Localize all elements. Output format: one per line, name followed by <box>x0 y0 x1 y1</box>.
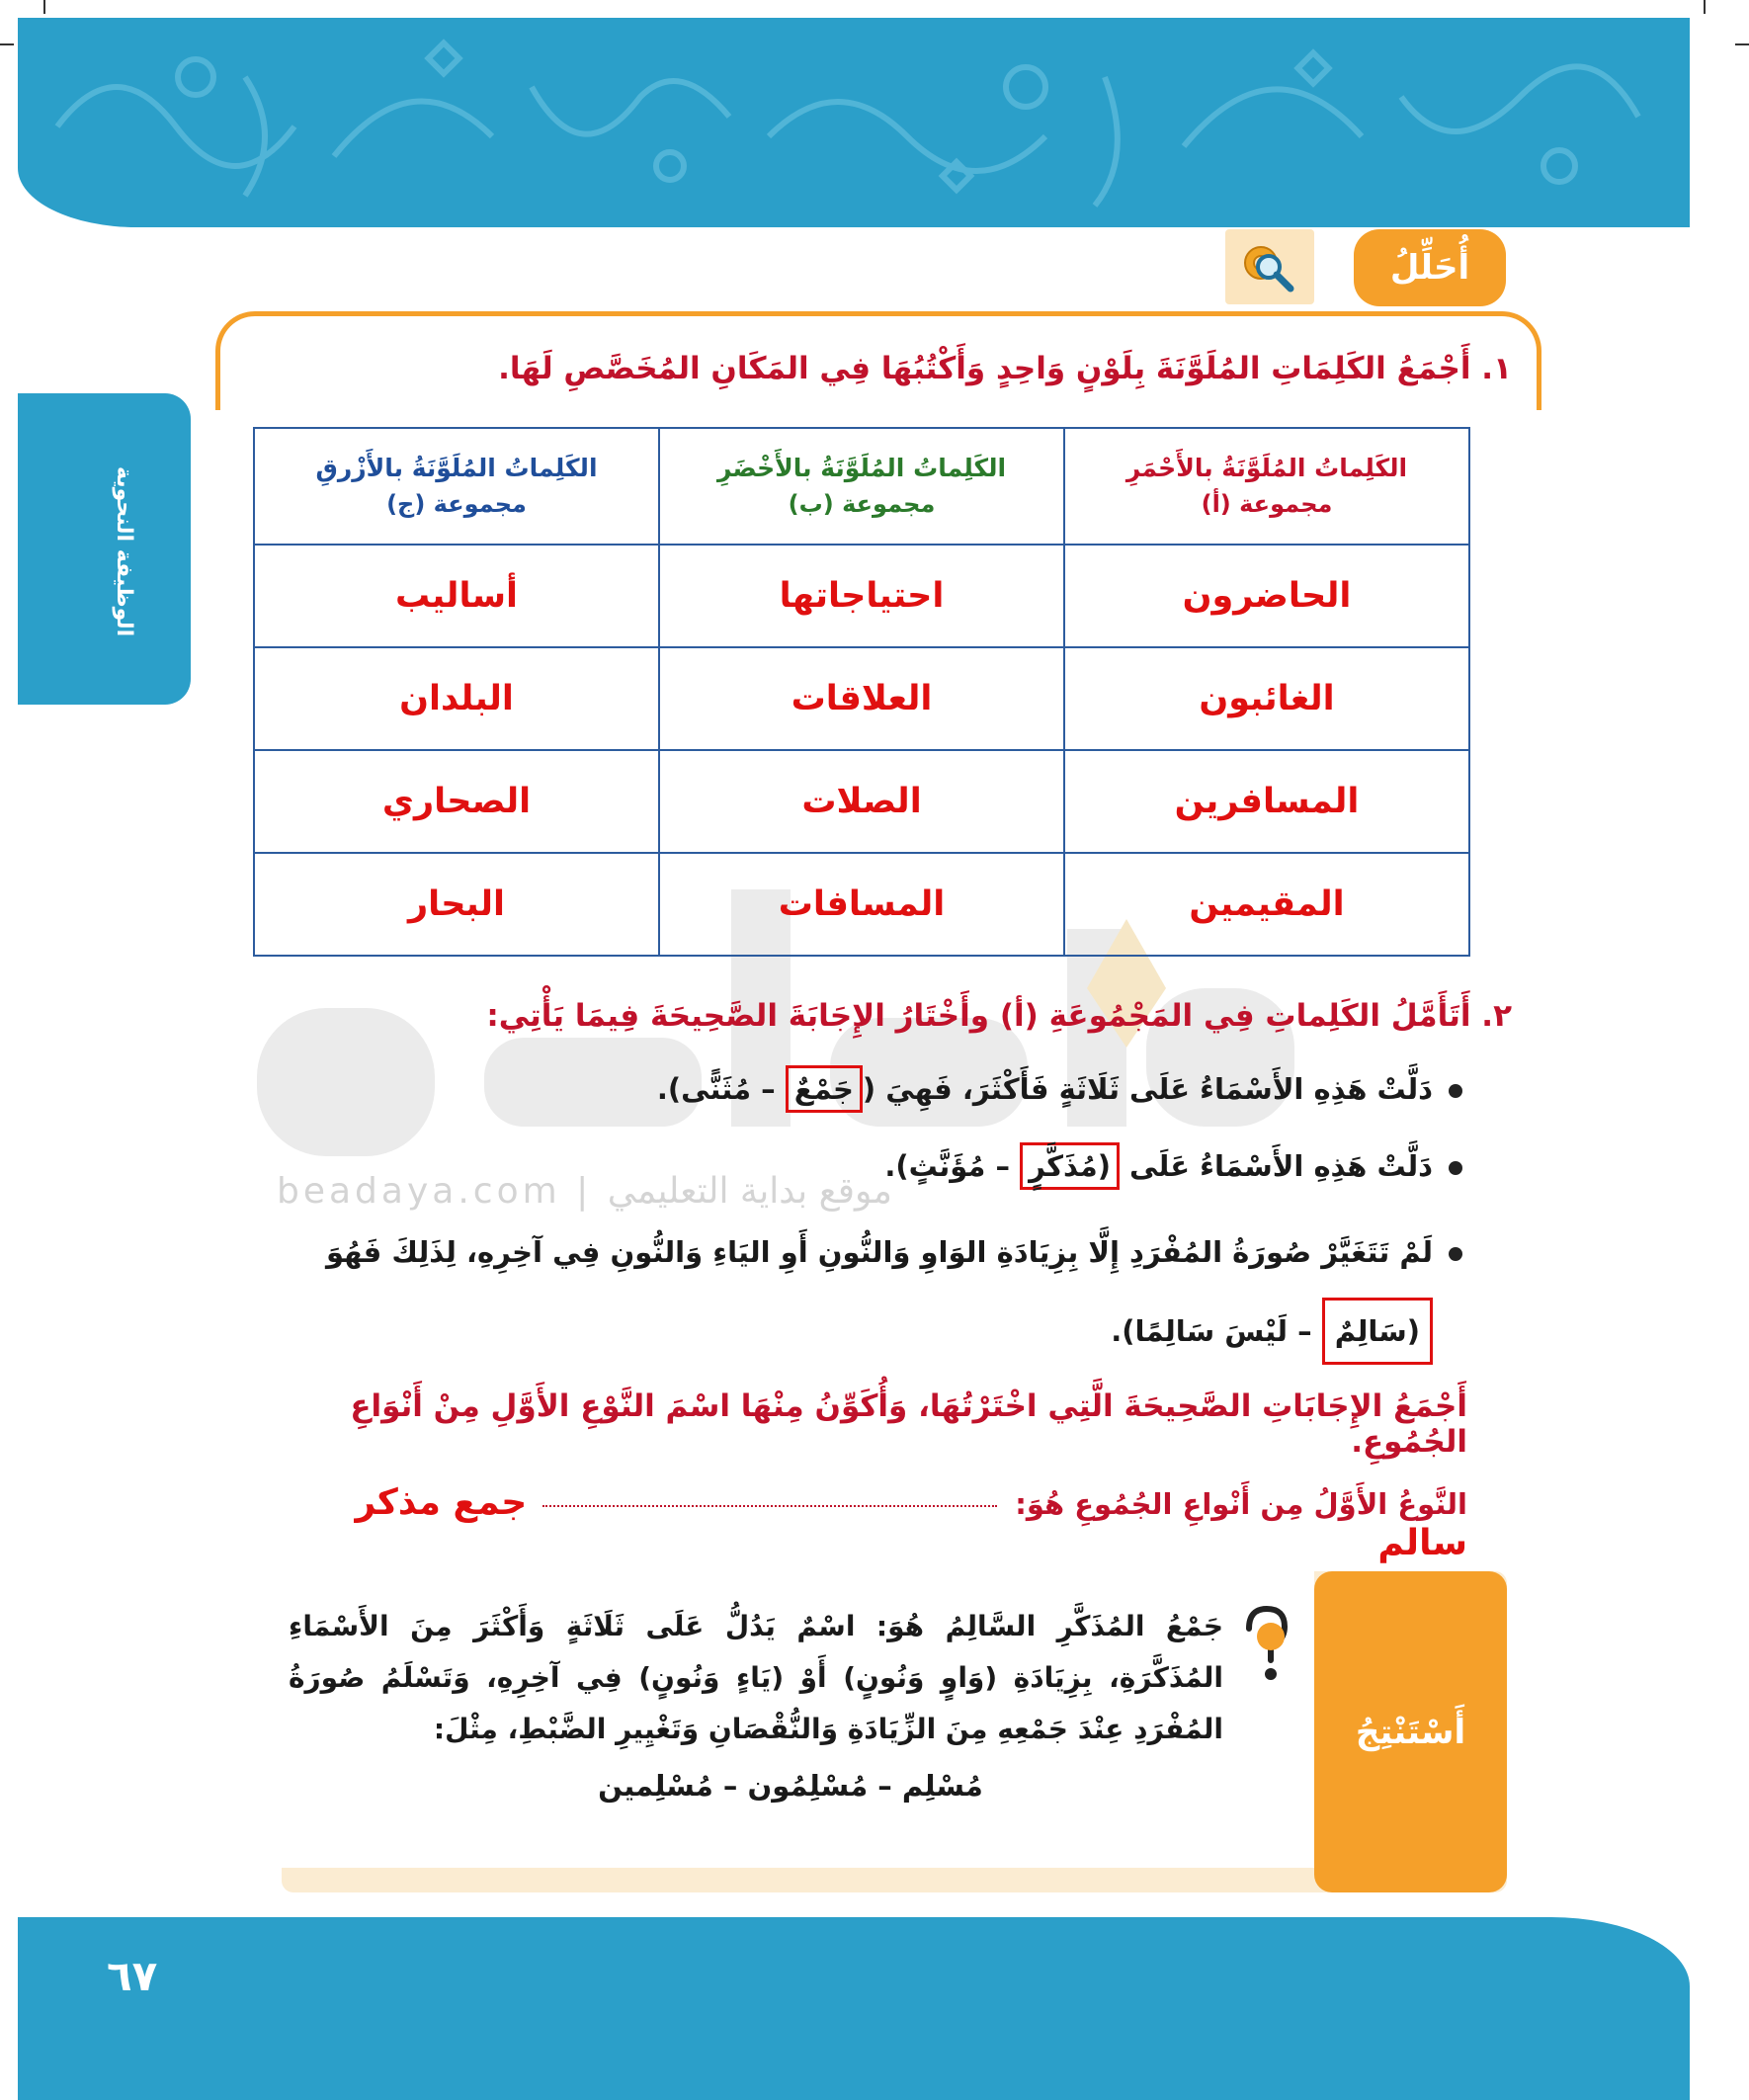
first-type-label: النَّوعُ الأَوَّلُ مِن أَنْواعِ الجُمُوعِ هُوَ: <box>1015 1487 1467 1521</box>
table-cell: الحاضرون <box>1064 545 1469 647</box>
header-green <box>659 428 1064 545</box>
first-type-answer: جمع مذكر سالم <box>355 1482 1467 1563</box>
bullet-2 <box>494 1149 1462 1183</box>
header-green-title: الكَلِماتُ المُلَوَّنَةُ بالأَخْضَرِ <box>716 454 1007 483</box>
question-2: ٢. أَتَأَمَّلُ الكَلِماتِ فِي المَجْمُوعَةِ (أ) وأَخْتَارُ الإِجَابَةَ الصَّحِيحَةَ فِيمَا يَأْتِي: <box>486 998 1512 1034</box>
first-type-line <box>257 1482 1467 1563</box>
header-red-group: مجموعة (أ) <box>1201 489 1333 518</box>
question-mark-icon <box>1237 1603 1294 1688</box>
table-cell: الغائبون <box>1064 647 1469 750</box>
crop-mark <box>0 43 14 45</box>
table-cell: البلدان <box>254 647 659 750</box>
table-cell: العلاقات <box>659 647 1064 750</box>
table-cell: المقيمين <box>1064 853 1469 956</box>
header-blue-group: مجموعة (ج) <box>386 489 527 518</box>
header-red-title: الكَلِماتُ المُلَوَّنَةُ بالأَحْمَرِ <box>1125 454 1408 483</box>
table-cell: الصحاري <box>254 750 659 853</box>
bullet-2-text: دَلَّتْ هَذِهِ الأَسْمَاءُ عَلَى <box>1119 1149 1433 1183</box>
bullet-3-rest: – لَيْسَ سَالِمًا). <box>1111 1314 1322 1348</box>
answer-line <box>542 1505 997 1507</box>
conclusion-text: جَمْعُ المُذَكَّرِ السَّالِمُ هُوَ: اسْمٌ يَدُلُّ عَلَى ثَلَاثَةٍ وَأَكْثَرَ مِنَ الأَسْمَاءِ المُذَكَّرَةِ، بِزِيَادَةِ (وَاوٍ وَنُونٍ) أَوْ (يَاءٍ وَنُونٍ) فِي آخِرِهِ، وَتَسْلَمُ صُورَةُ المُفْرَدِ عِنْدَ جَمْعِهِ مِنَ الزِّيَادَةِ وَالنُّقْصَانِ وَتَغْيِيرِ الضَّبْطِ، مِثْلَ: <box>289 1610 1223 1745</box>
bullet-dot <box>1449 1084 1462 1098</box>
calligraphy-decoration <box>18 18 1690 227</box>
bullet-1 <box>494 1072 1462 1106</box>
table-row <box>254 750 1469 853</box>
bullet-3-choices <box>791 1314 1433 1348</box>
footer-band <box>18 1917 1690 2100</box>
watermark-text: beadaya.com | موقع بداية التعليمي <box>277 1171 892 1212</box>
collect-instruction: أَجْمَعُ الإِجَابَاتِ الصَّحِيحَةَ الَّتِي اخْتَرْتُهَا، وَأُكَوِّنُ مِنْهَا اسْمَ النَّوْعِ الأَوَّلِ مِنْ أَنْوَاعِ الجُمُوعِ. <box>350 1388 1467 1460</box>
table-cell: احتياجاتها <box>659 545 1064 647</box>
bullet-2-rest: – مُؤَنَّثٍ). <box>884 1149 1021 1183</box>
header-red <box>1064 428 1469 545</box>
bullet-3-selected: (سَالِمٌ <box>1322 1298 1433 1365</box>
table-row <box>254 647 1469 750</box>
table-cell: البحار <box>254 853 659 956</box>
side-tab <box>18 393 191 705</box>
crop-mark <box>1735 43 1749 45</box>
header-band <box>18 18 1690 227</box>
table-row <box>254 545 1469 647</box>
words-table <box>253 427 1470 957</box>
header-blue-title: الكَلِماتُ المُلَوَّنَةُ بالأَزْرقِ <box>315 454 598 483</box>
side-tab-label: الوظيفة النحوية <box>112 465 136 637</box>
question-1: ١. أَجْمَعُ الكَلِمَاتِ المُلَوَّنَةَ بِلَوْنٍ وَاحِدٍ وَأَكْتُبُهَا فِي المَكَانِ المُخَصَّصِ لَهَا. <box>498 351 1512 386</box>
magnifier-gear-icon <box>1225 229 1314 304</box>
header-green-group: مجموعة (ب) <box>788 489 936 518</box>
bullet-dot <box>1449 1247 1462 1261</box>
section-title: أُحَلِّلُ <box>1354 229 1506 306</box>
table-row <box>254 853 1469 956</box>
table-cell: المسافرين <box>1064 750 1469 853</box>
bullet-3 <box>237 1235 1462 1269</box>
page-number: ٦٧ <box>107 1952 158 2000</box>
crop-mark <box>43 0 45 14</box>
table-cell: المسافات <box>659 853 1064 956</box>
conclusion-example: مُسْلِم – مُسْلِمُون – مُسْلِمين <box>598 1769 983 1803</box>
bullet-1-rest: – مُثَنًّى). <box>656 1072 786 1106</box>
bullet-dot <box>1449 1161 1462 1175</box>
bullet-1-text: دَلَّتْ هَذِهِ الأَسْمَاءُ عَلَى ثَلَاثَةٍ فَأَكْثَرَ، فَهِيَ ( <box>862 1072 1433 1106</box>
bullet-1-selected: جَمْعٌ <box>786 1065 863 1113</box>
header-blue <box>254 428 659 545</box>
table-cell: الصلات <box>659 750 1064 853</box>
bullet-3-text: لَمْ تَتَغَيَّرْ صُورَةُ المُفْرَدِ إِلَّا بِزِيَادَةِ الوَاوِ وَالنُّونِ أَوِ اليَاءِ وَالنُّونِ فِي آخِرِهِ، لِذَلِكَ فَهُوَ <box>325 1235 1433 1269</box>
table-cell: أساليب <box>254 545 659 647</box>
bullet-2-selected: (مُذَكَّرٍ <box>1020 1142 1120 1190</box>
crop-mark <box>1704 0 1706 14</box>
conclusion-title: أَسْتَنْتِجُ <box>1314 1571 1507 1892</box>
